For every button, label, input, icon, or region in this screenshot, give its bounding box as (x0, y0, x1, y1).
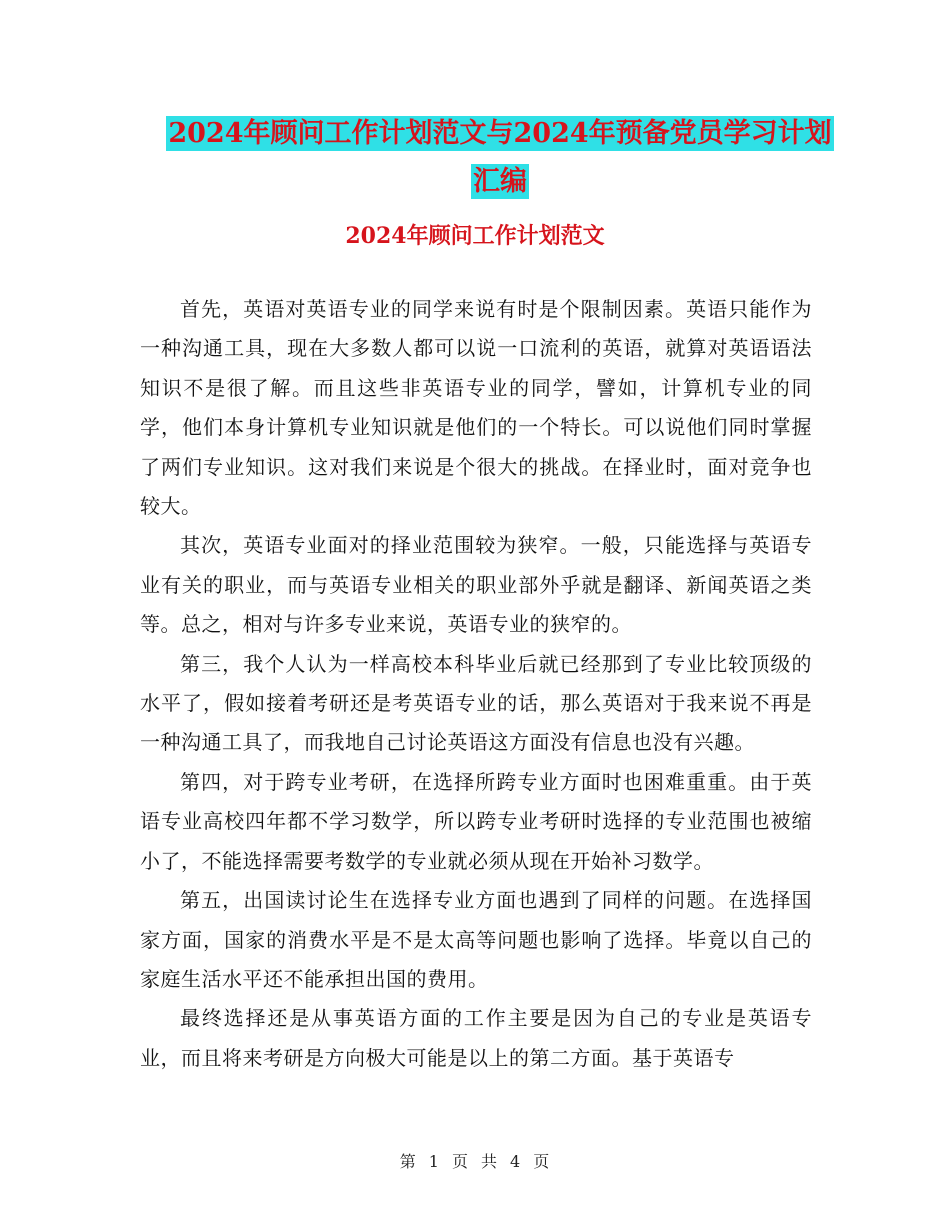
document-title (150, 110, 850, 206)
paragraph-2: 其次，英语专业面对的择业范围较为狭窄。一般，只能选择与英语专业有关的职业，而与英语专业相关的职业部外乎就是翻译、新闻英语之类等。总之，相对与许多专业来说，英语专业的狭窄的。 (140, 533, 812, 637)
document-title-line1: 2024年顾问工作计划范文与2024年预备党员学习计划 (168, 118, 832, 149)
footer-label-mid: 页 (451, 1152, 469, 1171)
paragraph-5: 第五，出国读讨论生在选择专业方面也遇到了同样的问题。在选择国家方面，国家的消费水平是不是太高等问题也影响了选择。毕竟以自己的家庭生活水平还不能承担出国的费用。 (140, 888, 812, 991)
paragraph-1: 首先，英语对英语专业的同学来说有时是个限制因素。英语只能作为一种沟通工具，现在大多数人都可以说一口流利的英语，就算对英语语法知识不是很了解。而且这些非英语专业的同学，譬如，计算机专业的同学，他们本身计算机专业知识就是他们的一个特长。可以说他们同时掌握了两们专业知识。这对我们来说是个很大的挑战。在择业时，面对竞争也较大。 (140, 297, 812, 519)
page-footer (0, 1150, 950, 1174)
footer-total-pre: 共 (481, 1152, 499, 1171)
document-body (140, 290, 812, 1078)
paragraph-3: 第三，我个人认为一样高校本科毕业后就已经那到了专业比较顶级的水平了，假如接着考研还是考英语专业的话，那么英语对于我来说不再是一种沟通工具了，而我地自己讨论英语这方面没有信息也没有兴趣。 (140, 651, 812, 755)
section-title: 2024年顾问工作计划范文 (345, 223, 605, 249)
footer-page-current: 1 (428, 1152, 440, 1171)
paragraph-4: 第四，对于跨专业考研，在选择所跨专业方面时也困难重重。由于英语专业高校四年都不学习数学，所以跨专业考研时选择的专业范围也被缩小了，不能选择需要考数学的专业就必须从现在开始补习数学。 (140, 769, 812, 873)
document-title-line2: 汇编 (473, 166, 527, 197)
footer-page-total: 4 (510, 1152, 522, 1171)
footer-label-post: 页 (533, 1152, 551, 1171)
footer-label-pre: 第 (399, 1152, 417, 1171)
paragraph-6: 最终选择还是从事英语方面的工作主要是因为自己的专业是英语专业，而且将来考研是方向极大可能是以上的第二方面。基于英语专 (140, 1006, 812, 1070)
